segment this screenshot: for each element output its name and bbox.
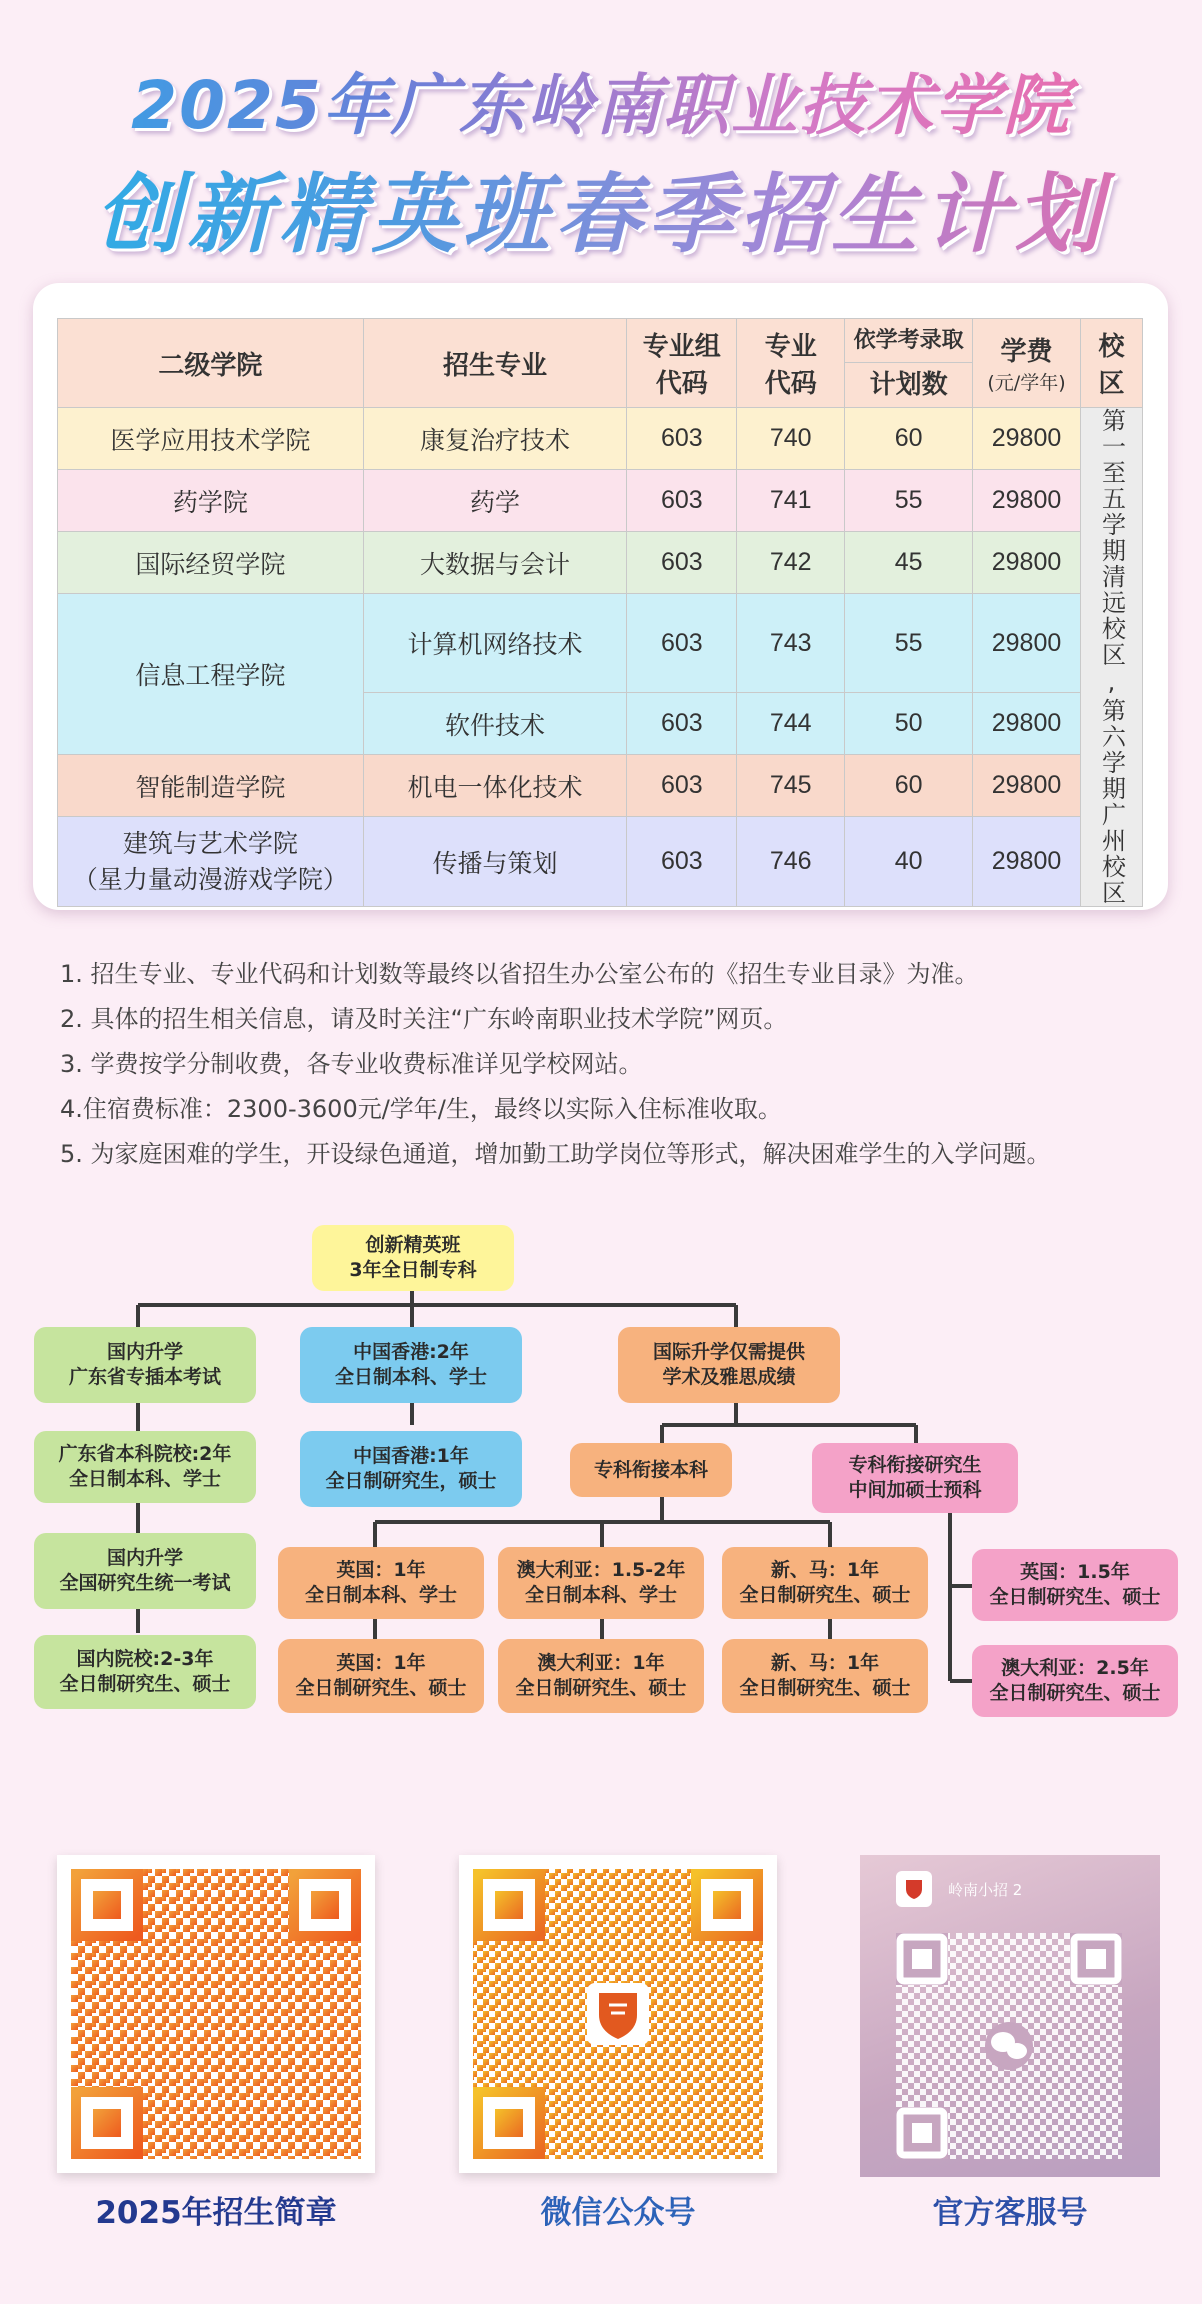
note-item: 1. 招生专业、专业代码和计划数等最终以省招生办公室公布的《招生专业目录》为准。 bbox=[60, 960, 979, 988]
cell-group: 603 bbox=[627, 817, 737, 907]
header-college: 二级学院 bbox=[58, 319, 364, 408]
cell-plan: 40 bbox=[845, 817, 973, 907]
cell-code: 743 bbox=[737, 594, 845, 693]
flow-intl-box: 国际升学仅需提供 学术及雅思成绩 bbox=[618, 1327, 840, 1403]
enrollment-table bbox=[57, 318, 1143, 907]
cell-group: 603 bbox=[627, 594, 737, 693]
pathway-flowchart bbox=[0, 1215, 1202, 1735]
school-logo-icon bbox=[587, 1983, 649, 2045]
flow-domestic-box: 国内升学 全国研究生统一考试 bbox=[34, 1533, 256, 1609]
enrollment-table-card bbox=[33, 283, 1168, 910]
cell-college: 建筑与艺术学院 （星力量动漫游戏学院） bbox=[58, 817, 364, 907]
cell-fee: 29800 bbox=[973, 532, 1081, 594]
cell-group: 603 bbox=[627, 532, 737, 594]
header-major-code: 专业 代码 bbox=[737, 319, 845, 408]
cell-plan: 45 bbox=[845, 532, 973, 594]
cell-fee: 29800 bbox=[973, 408, 1081, 470]
notes-list bbox=[60, 952, 1190, 1177]
table-row bbox=[58, 594, 1143, 693]
service-qr-block bbox=[860, 1855, 1160, 2232]
cell-group: 603 bbox=[627, 408, 737, 470]
cell-code: 741 bbox=[737, 470, 845, 532]
table-row bbox=[58, 817, 1143, 907]
wechat-qr-block bbox=[459, 1855, 777, 2232]
flow-hk-box: 中国香港:2年 全日制本科、学士 bbox=[300, 1327, 522, 1403]
note-item: 3. 学费按学分制收费，各专业收费标准详见学校网站。 bbox=[60, 1050, 643, 1078]
flow-bachelor-option: 澳大利亚：1.5-2年 全日制本科、学士 bbox=[498, 1547, 704, 1619]
cell-code: 742 bbox=[737, 532, 845, 594]
table-row bbox=[58, 532, 1143, 594]
cell-campus: 第一至五学期清远校区,第六学期广州校区 bbox=[1080, 408, 1142, 907]
cell-fee: 29800 bbox=[973, 817, 1081, 907]
cell-college: 信息工程学院 bbox=[58, 594, 364, 755]
cell-fee: 29800 bbox=[973, 594, 1081, 693]
flow-domestic-box: 国内升学 广东省专插本考试 bbox=[34, 1327, 256, 1403]
wechat-official-qr-code[interactable] bbox=[459, 1855, 777, 2173]
cell-code: 745 bbox=[737, 755, 845, 817]
cell-major: 大数据与会计 bbox=[363, 532, 627, 594]
title-line-1: 2025年广东岭南职业技术学院 bbox=[0, 60, 1202, 152]
header-group-code: 专业组 代码 bbox=[627, 319, 737, 408]
flow-master-option: 英国：1.5年 全日制研究生、硕士 bbox=[972, 1549, 1178, 1621]
cell-fee: 29800 bbox=[973, 693, 1081, 755]
customer-service-qr-card[interactable] bbox=[860, 1855, 1160, 2177]
flow-domestic-box: 广东省本科院校:2年 全日制本科、学士 bbox=[34, 1431, 256, 1503]
cell-plan: 60 bbox=[845, 408, 973, 470]
service-account-name: 岭南小招 2 bbox=[948, 1881, 1023, 1899]
cell-code: 746 bbox=[737, 817, 845, 907]
cell-code: 744 bbox=[737, 693, 845, 755]
cell-group: 603 bbox=[627, 755, 737, 817]
flow-bachelor-option: 英国：1年 全日制本科、学士 bbox=[278, 1547, 484, 1619]
flow-domestic-box: 国内院校:2-3年 全日制研究生、硕士 bbox=[34, 1635, 256, 1709]
header-campus: 校 区 bbox=[1080, 319, 1142, 408]
table-header-row bbox=[58, 319, 1143, 408]
cell-fee: 29800 bbox=[973, 470, 1081, 532]
page-title bbox=[0, 60, 1202, 270]
cell-group: 603 bbox=[627, 693, 737, 755]
cell-plan: 55 bbox=[845, 470, 973, 532]
wechat-official-label: 微信公众号 bbox=[540, 2195, 696, 2231]
customer-service-label: 官方客服号 bbox=[932, 2195, 1088, 2231]
flow-bachelor-option: 澳大利亚：1年 全日制研究生、硕士 bbox=[498, 1639, 704, 1713]
cell-plan: 55 bbox=[845, 594, 973, 693]
cell-plan: 50 bbox=[845, 693, 973, 755]
flow-bachelor-option: 新、马：1年 全日制研究生、硕士 bbox=[722, 1547, 928, 1619]
flow-bachelor-option: 新、马：1年 全日制研究生、硕士 bbox=[722, 1639, 928, 1713]
flow-bachelor-box: 专科衔接本科 bbox=[570, 1443, 732, 1497]
cell-major: 药学 bbox=[363, 470, 627, 532]
cell-college: 国际经贸学院 bbox=[58, 532, 364, 594]
flow-root-box: 创新精英班 3年全日制专科 bbox=[312, 1225, 514, 1291]
note-item: 4.住宿费标准：2300-3600元/学年/生，最终以实际入住标准收取。 bbox=[60, 1095, 782, 1123]
cell-code: 740 bbox=[737, 408, 845, 470]
cell-major: 计算机网络技术 bbox=[363, 594, 627, 693]
qr-pattern-icon bbox=[459, 1855, 777, 2173]
cell-group: 603 bbox=[627, 470, 737, 532]
cell-fee: 29800 bbox=[973, 755, 1081, 817]
cell-major: 传播与策划 bbox=[363, 817, 627, 907]
header-fee: 学费 (元/学年) bbox=[973, 319, 1081, 408]
table-row bbox=[58, 408, 1143, 470]
flow-hk-box: 中国香港:1年 全日制研究生，硕士 bbox=[300, 1431, 522, 1507]
brochure-qr-code[interactable] bbox=[57, 1855, 375, 2173]
cell-college: 药学院 bbox=[58, 470, 364, 532]
qr-pattern-icon bbox=[896, 1933, 1122, 2159]
cell-plan: 60 bbox=[845, 755, 973, 817]
cell-college: 智能制造学院 bbox=[58, 755, 364, 817]
flow-master-option: 澳大利亚：2.5年 全日制研究生、硕士 bbox=[972, 1645, 1178, 1717]
qr-pattern-icon bbox=[57, 1855, 375, 2173]
school-logo-icon bbox=[896, 1871, 932, 1907]
header-major: 招生专业 bbox=[363, 319, 627, 408]
brochure-qr-block bbox=[57, 1855, 375, 2232]
flow-bachelor-option: 英国：1年 全日制研究生、硕士 bbox=[278, 1639, 484, 1713]
note-item: 5. 为家庭困难的学生，开设绿色通道，增加勤工助学岗位等形式，解决困难学生的入学问题。 bbox=[60, 1140, 1051, 1168]
cell-college: 医学应用技术学院 bbox=[58, 408, 364, 470]
brochure-label: 2025年招生简章 bbox=[95, 2195, 337, 2231]
flow-master-box: 专科衔接研究生 中间加硕士预科 bbox=[812, 1443, 1018, 1513]
title-line-2: 创新精英班春季招生计划 bbox=[0, 160, 1202, 270]
note-item: 2. 具体的招生相关信息，请及时关注“广东岭南职业技术学院”网页。 bbox=[60, 1005, 788, 1033]
cell-major: 机电一体化技术 bbox=[363, 755, 627, 817]
cell-major: 软件技术 bbox=[363, 693, 627, 755]
header-plan: 依学考录取 计划数 bbox=[845, 319, 973, 408]
table-row bbox=[58, 755, 1143, 817]
wechat-icon bbox=[985, 2022, 1033, 2070]
table-row bbox=[58, 470, 1143, 532]
cell-major: 康复治疗技术 bbox=[363, 408, 627, 470]
